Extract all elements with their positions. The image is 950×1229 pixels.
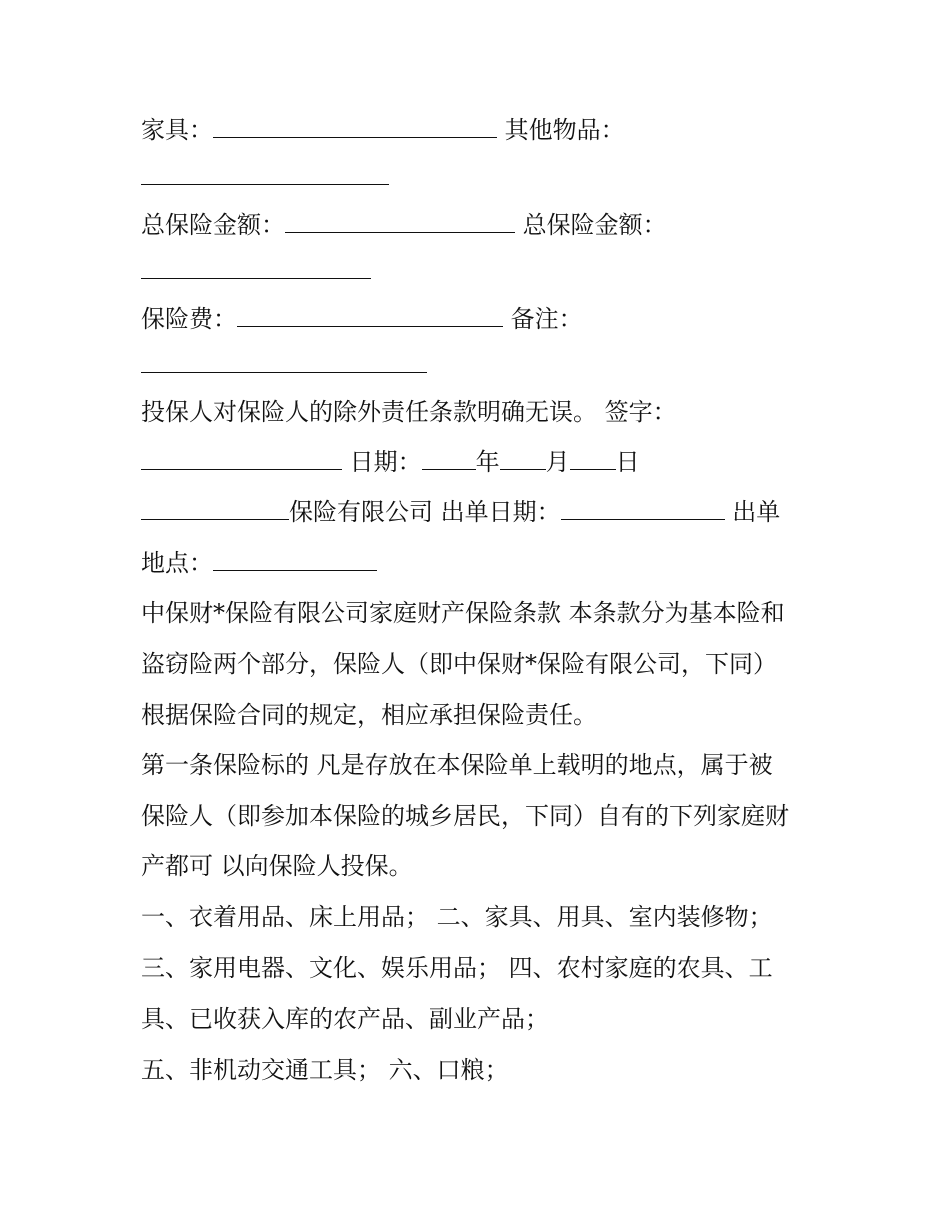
issue-place-row [141,548,377,578]
premium-row [141,304,583,334]
premium-blank[interactable] [237,304,503,327]
declaration-text: 投保人对保险人的除外责任条款明确无误。 签字： [141,398,677,426]
clause-line-8: 三、家用电器、文化、娱乐用品； 四、农村家庭的农具、工 [141,954,773,982]
year-blank[interactable] [422,447,476,470]
company-row [141,497,780,527]
company-name-blank[interactable] [141,497,289,520]
remarks-blank[interactable] [141,350,427,373]
remarks-label: 备注： [510,305,583,333]
month-blank[interactable] [500,447,546,470]
issue-date-blank[interactable] [561,497,725,520]
clause-line-5: 保险人（即参加本保险的城乡居民，下同）自有的下列家庭财 [141,802,789,830]
declaration-row [141,397,677,427]
furniture-label: 家具： [141,116,213,144]
day-label: 日 [615,448,640,476]
day-blank[interactable] [570,447,616,470]
year-label: 年 [475,448,500,476]
remarks-row [141,350,427,380]
clause-line-1: 中保财*保险有限公司家庭财产保险条款 本条款分为基本险和 [141,599,785,627]
company-suffix: 保险有限公司 [289,498,433,526]
clause-line-6: 产都可 以向保险人投保。 [141,852,413,880]
clause-line-2: 盗窃险两个部分，保险人（即中保财*保险有限公司，下同） [141,650,777,678]
signature-date-row [141,447,640,477]
total-insured-row [141,210,667,240]
total-insured-blank-1[interactable] [285,210,515,233]
month-label: 月 [545,448,570,476]
other-items-label: 其他物品： [504,116,625,144]
total-insured-blank-2[interactable] [141,256,371,279]
clause-line-4: 第一条保险标的 凡是存放在本保险单上载明的地点，属于被 [141,751,773,779]
issue-place-blank[interactable] [213,548,377,571]
furniture-blank[interactable] [213,115,497,138]
clause-line-7: 一、衣着用品、床上用品； 二、家具、用具、室内装修物； [141,903,773,931]
issue-place-label-a: 出单 [732,498,781,526]
issue-place-label-b: 地点： [141,549,213,577]
total-insured-label-1: 总保险金额： [141,211,285,239]
signature-blank[interactable] [141,447,342,470]
date-label: 日期： [349,448,422,476]
issue-date-label: 出单日期： [440,498,561,526]
total-insured-label-2: 总保险金额： [522,211,667,239]
clause-line-10: 五、非机动交通工具； 六、口粮； [141,1056,509,1084]
premium-label: 保险费： [141,305,237,333]
other-items-blank[interactable] [141,162,389,185]
furniture-row [141,115,625,145]
total-insured-row-2 [141,256,371,286]
clause-line-9: 具、已收获入库的农产品、副业产品； [141,1005,549,1033]
other-items-row [141,162,389,192]
clause-line-3: 根据保险合同的规定，相应承担保险责任。 [141,701,597,729]
